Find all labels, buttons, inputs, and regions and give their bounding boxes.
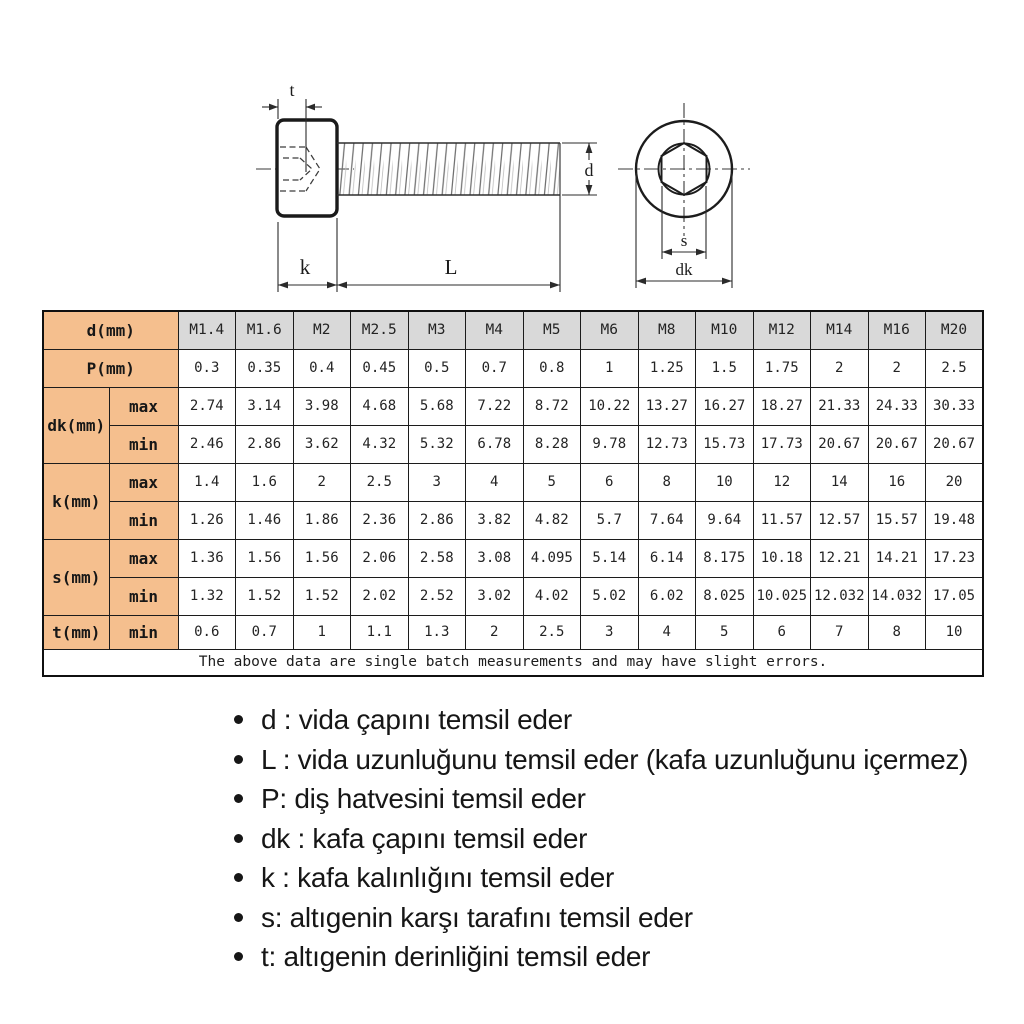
cell: 6.14 bbox=[638, 539, 696, 577]
sub-label: max bbox=[109, 539, 178, 577]
bullet-icon bbox=[234, 834, 243, 843]
row-k-min bbox=[43, 501, 983, 539]
row-label: d(mm) bbox=[43, 311, 178, 349]
sub-label: min bbox=[109, 501, 178, 539]
cell: 2.5 bbox=[351, 463, 409, 501]
cell: 12.57 bbox=[811, 501, 869, 539]
cell: 7.22 bbox=[466, 387, 524, 425]
cell: 2.5 bbox=[523, 615, 581, 649]
cell: 2.86 bbox=[408, 501, 466, 539]
footnote-row bbox=[43, 649, 983, 676]
dim-label-k: k bbox=[299, 255, 311, 279]
footnote: The above data are single batch measurements and may have slight errors. bbox=[43, 649, 983, 676]
dim-label-s: s bbox=[680, 231, 688, 250]
cell: M14 bbox=[811, 311, 869, 349]
spec-table bbox=[42, 310, 984, 677]
cell: 5.7 bbox=[581, 501, 639, 539]
bullet-text: k : kafa kalınlığını temsil eder bbox=[261, 862, 615, 893]
cell: 0.7 bbox=[236, 615, 294, 649]
bullet-icon bbox=[234, 952, 243, 961]
cell: 12 bbox=[753, 463, 811, 501]
cell: 2.86 bbox=[236, 425, 294, 463]
cell: M3 bbox=[408, 311, 466, 349]
cell: 1.4 bbox=[178, 463, 236, 501]
cell: 1.5 bbox=[696, 349, 754, 387]
cell: 5 bbox=[523, 463, 581, 501]
legend-list bbox=[234, 700, 1014, 977]
dim-label-t: t bbox=[289, 80, 295, 100]
cell: M2.5 bbox=[351, 311, 409, 349]
row-pitch bbox=[43, 349, 983, 387]
cell: 4.32 bbox=[351, 425, 409, 463]
bullet-icon bbox=[234, 873, 243, 882]
cell: 0.4 bbox=[293, 349, 351, 387]
cell: 0.8 bbox=[523, 349, 581, 387]
cell: 6 bbox=[753, 615, 811, 649]
cell: 7.64 bbox=[638, 501, 696, 539]
row-label: t(mm) bbox=[43, 615, 109, 649]
cell: 1.75 bbox=[753, 349, 811, 387]
cell: M2 bbox=[293, 311, 351, 349]
row-label: dk(mm) bbox=[43, 387, 109, 463]
bullet-icon bbox=[234, 755, 243, 764]
cell: 2 bbox=[466, 615, 524, 649]
cell: 2.5 bbox=[926, 349, 984, 387]
cell: 5 bbox=[696, 615, 754, 649]
list-item bbox=[234, 740, 1014, 780]
cell: 2 bbox=[293, 463, 351, 501]
cell: 1.46 bbox=[236, 501, 294, 539]
cell: 30.33 bbox=[926, 387, 984, 425]
list-item bbox=[234, 819, 1014, 859]
cell: 6.78 bbox=[466, 425, 524, 463]
bullet-icon bbox=[234, 913, 243, 922]
bullet-icon bbox=[234, 715, 243, 724]
cell: 0.35 bbox=[236, 349, 294, 387]
row-dk-min bbox=[43, 425, 983, 463]
cell: 4 bbox=[638, 615, 696, 649]
bullet-text: dk : kafa çapını temsil eder bbox=[261, 822, 588, 854]
cell: 11.57 bbox=[753, 501, 811, 539]
cell: M8 bbox=[638, 311, 696, 349]
cell: 16 bbox=[868, 463, 926, 501]
cell: 20.67 bbox=[811, 425, 869, 463]
cell: 4.68 bbox=[351, 387, 409, 425]
cell: 2.46 bbox=[178, 425, 236, 463]
cell: 14.032 bbox=[868, 577, 926, 615]
cell: 3.98 bbox=[293, 387, 351, 425]
cell: M4 bbox=[466, 311, 524, 349]
sub-label: max bbox=[109, 387, 178, 425]
cell: M16 bbox=[868, 311, 926, 349]
cell: 8 bbox=[868, 615, 926, 649]
cell: 2.58 bbox=[408, 539, 466, 577]
cell: 1.32 bbox=[178, 577, 236, 615]
cell: 20.67 bbox=[926, 425, 984, 463]
list-item bbox=[234, 937, 1014, 977]
cell: 9.64 bbox=[696, 501, 754, 539]
cell: 4.095 bbox=[523, 539, 581, 577]
cell: 17.05 bbox=[926, 577, 984, 615]
cell: 14 bbox=[811, 463, 869, 501]
cell: 3 bbox=[581, 615, 639, 649]
cell: 3.08 bbox=[466, 539, 524, 577]
cell: 1.26 bbox=[178, 501, 236, 539]
cell: 1.52 bbox=[293, 577, 351, 615]
cell: 6 bbox=[581, 463, 639, 501]
cell: 12.73 bbox=[638, 425, 696, 463]
row-label: P(mm) bbox=[43, 349, 178, 387]
cell: M1.4 bbox=[178, 311, 236, 349]
cell: 1.52 bbox=[236, 577, 294, 615]
cell: 1.56 bbox=[236, 539, 294, 577]
row-k-max bbox=[43, 463, 983, 501]
cell: 10.22 bbox=[581, 387, 639, 425]
cell: 15.73 bbox=[696, 425, 754, 463]
cell: 1.3 bbox=[408, 615, 466, 649]
sub-label: min bbox=[109, 577, 178, 615]
cell: 1.6 bbox=[236, 463, 294, 501]
cell: M20 bbox=[926, 311, 984, 349]
cell: 3.02 bbox=[466, 577, 524, 615]
cell: 21.33 bbox=[811, 387, 869, 425]
cell: 5.02 bbox=[581, 577, 639, 615]
cell: 3 bbox=[408, 463, 466, 501]
cell: M6 bbox=[581, 311, 639, 349]
cell: 24.33 bbox=[868, 387, 926, 425]
dim-label-L: L bbox=[444, 255, 458, 279]
list-item bbox=[234, 700, 1014, 740]
sub-label: min bbox=[109, 425, 178, 463]
cell: 10.025 bbox=[753, 577, 811, 615]
cell: 20 bbox=[926, 463, 984, 501]
cell: 2.06 bbox=[351, 539, 409, 577]
cell: 0.45 bbox=[351, 349, 409, 387]
cell: 8.28 bbox=[523, 425, 581, 463]
screw-diagram bbox=[0, 0, 1024, 308]
cell: 1 bbox=[293, 615, 351, 649]
list-item bbox=[234, 858, 1014, 898]
cell: 1.86 bbox=[293, 501, 351, 539]
cell: 2.02 bbox=[351, 577, 409, 615]
dim-label-dk: dk bbox=[675, 260, 693, 279]
cell: M1.6 bbox=[236, 311, 294, 349]
cell: 15.57 bbox=[868, 501, 926, 539]
row-t-min bbox=[43, 615, 983, 649]
cell: 10 bbox=[926, 615, 984, 649]
cell: 17.73 bbox=[753, 425, 811, 463]
list-item bbox=[234, 898, 1014, 938]
cell: 9.78 bbox=[581, 425, 639, 463]
row-label: k(mm) bbox=[43, 463, 109, 539]
screw-thread bbox=[337, 143, 560, 195]
screw-end-view bbox=[618, 103, 750, 288]
cell: 5.68 bbox=[408, 387, 466, 425]
bullet-text: P: diş hatvesini temsil eder bbox=[261, 783, 586, 814]
cell: 5.32 bbox=[408, 425, 466, 463]
cell: 4.82 bbox=[523, 501, 581, 539]
cell: 4.02 bbox=[523, 577, 581, 615]
cell: 2 bbox=[868, 349, 926, 387]
cell: 4 bbox=[466, 463, 524, 501]
sub-label: max bbox=[109, 463, 178, 501]
cell: 12.21 bbox=[811, 539, 869, 577]
cell: 10.18 bbox=[753, 539, 811, 577]
cell: 1.25 bbox=[638, 349, 696, 387]
cell: 8 bbox=[638, 463, 696, 501]
screw-side-view bbox=[256, 80, 597, 292]
bullet-text: L : vida uzunluğunu temsil eder (kafa uzunluğunu içermez) bbox=[261, 743, 969, 775]
cell: 13.27 bbox=[638, 387, 696, 425]
row-s-max bbox=[43, 539, 983, 577]
cell: 20.67 bbox=[868, 425, 926, 463]
cell: 1.36 bbox=[178, 539, 236, 577]
cell: 10 bbox=[696, 463, 754, 501]
cell: 12.032 bbox=[811, 577, 869, 615]
bullet-icon bbox=[234, 794, 243, 803]
cell: 6.02 bbox=[638, 577, 696, 615]
cell: 3.14 bbox=[236, 387, 294, 425]
screw-head bbox=[277, 120, 337, 216]
sub-label: min bbox=[109, 615, 178, 649]
cell: 8.025 bbox=[696, 577, 754, 615]
cell: 3.82 bbox=[466, 501, 524, 539]
cell: 0.3 bbox=[178, 349, 236, 387]
cell: 1.56 bbox=[293, 539, 351, 577]
cell: 3.62 bbox=[293, 425, 351, 463]
cell: 5.14 bbox=[581, 539, 639, 577]
row-d-sizes bbox=[43, 311, 983, 349]
cell: 0.7 bbox=[466, 349, 524, 387]
cell: M5 bbox=[523, 311, 581, 349]
cell: 8.175 bbox=[696, 539, 754, 577]
row-label: s(mm) bbox=[43, 539, 109, 615]
cell: 8.72 bbox=[523, 387, 581, 425]
cell: 2 bbox=[811, 349, 869, 387]
bullet-text: t: altıgenin derinliğini temsil eder bbox=[261, 941, 651, 972]
cell: 1.1 bbox=[351, 615, 409, 649]
cell: 14.21 bbox=[868, 539, 926, 577]
cell: 2.74 bbox=[178, 387, 236, 425]
cell: M10 bbox=[696, 311, 754, 349]
cell: M12 bbox=[753, 311, 811, 349]
row-dk-max bbox=[43, 387, 983, 425]
row-s-min bbox=[43, 577, 983, 615]
cell: 16.27 bbox=[696, 387, 754, 425]
cell: 18.27 bbox=[753, 387, 811, 425]
cell: 0.6 bbox=[178, 615, 236, 649]
list-item bbox=[234, 779, 1014, 819]
bullet-text: s: altıgenin karşı tarafını temsil eder bbox=[261, 901, 693, 933]
cell: 2.52 bbox=[408, 577, 466, 615]
cell: 0.5 bbox=[408, 349, 466, 387]
cell: 17.23 bbox=[926, 539, 984, 577]
bullet-text: d : vida çapını temsil eder bbox=[261, 704, 572, 735]
cell: 2.36 bbox=[351, 501, 409, 539]
cell: 1 bbox=[581, 349, 639, 387]
cell: 19.48 bbox=[926, 501, 984, 539]
cell: 7 bbox=[811, 615, 869, 649]
dim-label-d: d bbox=[584, 160, 594, 180]
